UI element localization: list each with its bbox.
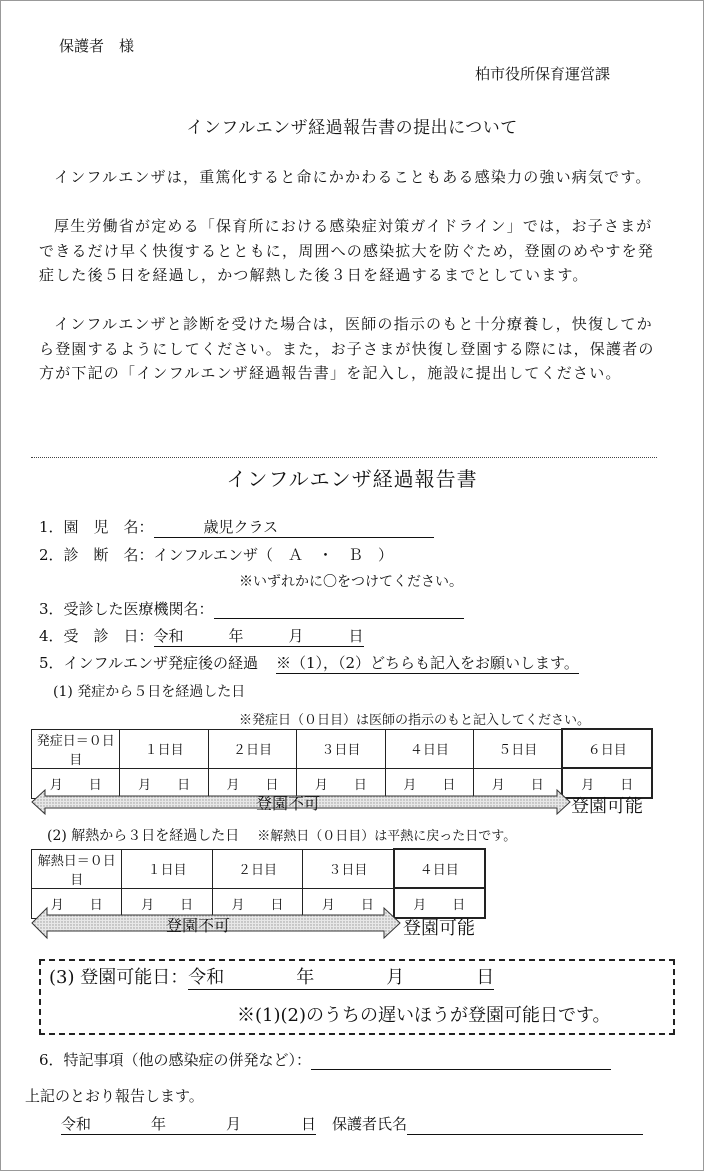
issuer: 柏市役所保育運営課 [475,65,611,83]
fever-day-3: ３日目 [303,849,394,888]
closing-text: 上記のとおり報告します。 [25,1087,204,1105]
onset-date-4[interactable]: 月 日 [385,768,473,798]
remarks-label: 6．特記事項（他の感染症の併発など）： [39,1051,312,1069]
fever-date-0[interactable]: 月 日 [32,888,122,918]
fever-header-row [32,849,486,888]
signature-row [61,1113,643,1135]
fever-day-1: １日目 [122,849,212,888]
fever-attendance-ok-label: 登園可能 [403,918,475,939]
fever-date-1[interactable]: 月 日 [122,888,212,918]
clinic-row [39,598,464,619]
paragraph-2: 厚生労働省が定める「保育所における感染症対策ガイドライン」では，お子さまができるだけ早く快復するとともに，周囲への感染拡大を防ぐため，登園のめやすを発症した後５日を経過し，かつ解熱した後３日を経過するまでとしています。 [39,217,655,284]
onset-day-1: １日目 [120,729,208,768]
remarks-field[interactable] [311,1051,611,1070]
clinic-label: 3．受診した医療機関名： [39,600,214,618]
paragraph-3: インフルエンザと診断を受けた場合は，医師の指示のもと十分療養し，快復してから登園するようにしてください。また，お子さまが快復し登園する際には，保護者の方が下記の「インフルエンザ経過報告書」を記入し，施設に提出してください。 [39,315,655,382]
guardian-name-label: 保護者氏名 [332,1115,408,1133]
onset-date-5[interactable]: 月 日 [474,768,563,798]
cut-line [31,457,657,458]
fever-day-4: ４日目 [394,849,485,888]
onset-date-6[interactable]: 月 日 [562,768,652,798]
onset-day-0: 発症日＝０日目 [32,729,120,768]
section2-heading-row [47,825,516,845]
onset-header-row [32,729,653,768]
diagnosis-label: 2．診 断 名： [39,546,154,564]
fever-date-2[interactable]: 月 日 [212,888,302,918]
onset-attendance-ok-label: 登園可能 [571,796,643,817]
attendance-date-row [49,963,494,990]
child-name-row [39,516,434,538]
onset-day-3: ３日目 [297,729,385,768]
section1-note: ※発症日（０日目）は医師の指示のもと記入してください。 [239,713,591,728]
diagnosis-value[interactable]: インフルエンザ（ Ａ ・ Ｂ ） [153,546,393,564]
clinic-field[interactable] [214,600,464,619]
salutation: 保護者 様 [59,37,135,55]
onset-date-1[interactable]: 月 日 [120,768,208,798]
child-name-field[interactable] [154,516,434,538]
section1-heading: (1) 発症から５日を経過した日 [53,684,246,700]
onset-no-attendance-label: 登園不可 [256,794,321,813]
fever-day-2: ２日目 [212,849,302,888]
section2-note: ※解熱日（０日目）は平熱に戻った日です。 [257,829,517,844]
remarks-row [39,1049,611,1070]
diagnosis-note: ※いずれかに〇をつけてください。 [239,574,463,590]
signature-date-field[interactable]: 令和 年 月 日 [61,1115,317,1133]
onset-date-2[interactable]: 月 日 [208,768,296,798]
onset-day-4: ４日目 [385,729,473,768]
child-name-label: 1．園 児 名： [39,518,154,536]
fever-day-0: 解熱日＝０日目 [32,849,122,888]
onset-day-2: ２日目 [208,729,296,768]
visit-date-row [39,625,364,647]
course-label: 5．インフルエンザ発症後の経過 [39,654,258,672]
diagnosis-row [39,544,393,565]
visit-date-label: 4．受 診 日： [39,627,154,645]
section2-heading: (2) 解熱から３日を経過した日 [47,828,240,844]
onset-day-6: ６日目 [562,729,652,768]
onset-date-0[interactable]: 月 日 [32,768,120,798]
report-title: インフルエンザ経過報告書 [226,467,478,491]
onset-day-5: ５日目 [474,729,563,768]
fever-no-attendance-label: 登園不可 [166,916,231,935]
fever-date-4[interactable]: 月 日 [394,888,485,918]
notice-title: インフルエンザ経過報告書の提出について [186,118,518,138]
attendance-date-field[interactable]: 令和 年 月 日 [188,963,494,990]
visit-date-field[interactable]: 令和 年 月 日 [153,627,364,645]
fever-date-3[interactable]: 月 日 [303,888,394,918]
onset-date-3[interactable]: 月 日 [297,768,385,798]
attendance-date-note: ※(1)(2)のうちの遅いほうが登園可能日です。 [237,1005,611,1026]
child-class-text: 歳児クラス [203,518,279,536]
course-note: ※（1），（2）どちらも記入をお願いします。 [275,654,579,672]
guardian-name-field[interactable] [407,1116,643,1135]
paragraph-1: インフルエンザは，重篤化すると命にかかわることもある感染力の強い病気です。 [54,168,652,186]
course-row [39,652,579,674]
attendance-date-label: (3) 登園可能日： [49,967,189,988]
